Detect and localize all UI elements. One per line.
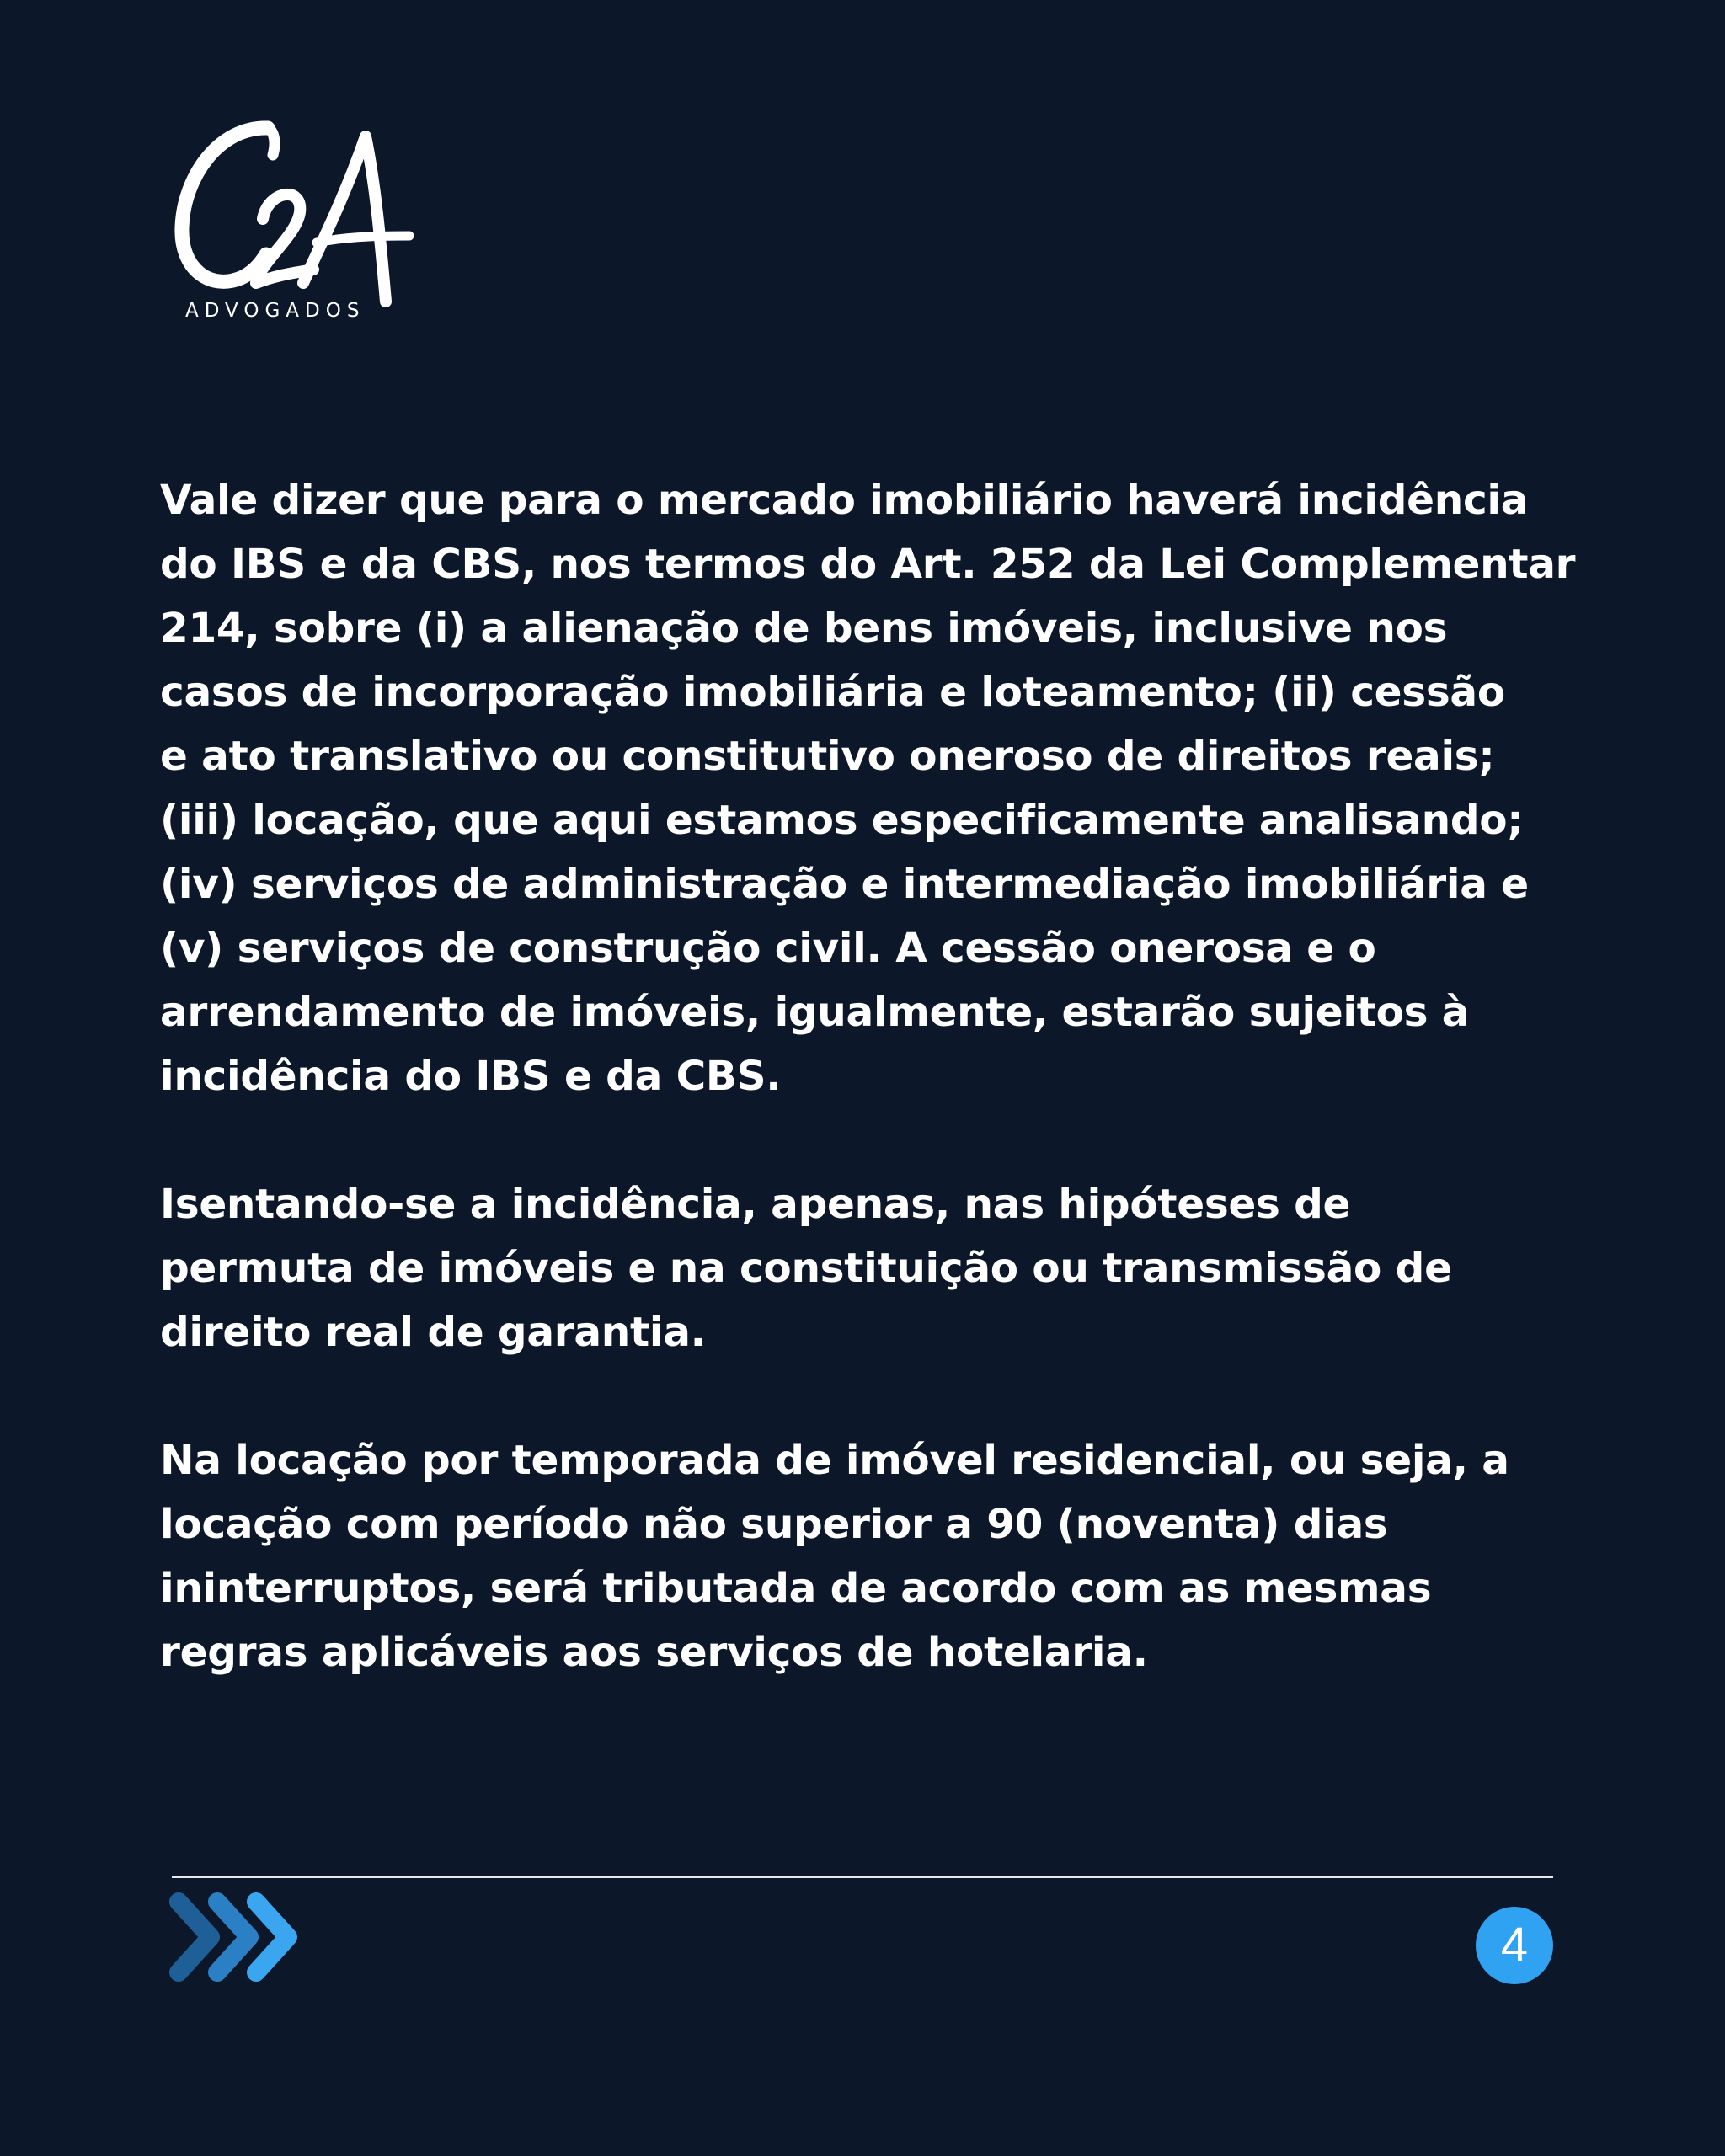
page-number-badge: 4 bbox=[1476, 1907, 1553, 1984]
paragraph-line: permuta de imóveis e na constituição ou transmissão de bbox=[160, 1245, 1452, 1292]
paragraph-line: incidência do IBS e da CBS. bbox=[160, 1053, 782, 1100]
paragraph-line: Vale dizer que para o mercado imobiliário haverá incidência bbox=[160, 477, 1529, 524]
paragraph-line: do IBS e da CBS, nos termos do Art. 252 da Lei Complementar bbox=[160, 541, 1576, 588]
triple-chevron-right-icon bbox=[168, 1886, 312, 1988]
next-page-button[interactable] bbox=[168, 1886, 312, 1988]
paragraph-line: e ato translativo ou constitutivo oneroso de direitos reais; bbox=[160, 733, 1495, 780]
logo-subtitle: ADVOGADOS bbox=[185, 300, 366, 322]
c2a-logo bbox=[168, 118, 421, 328]
article-body bbox=[160, 468, 1576, 1748]
paragraph-1 bbox=[160, 468, 1576, 1108]
paragraph-line: Isentando-se a incidência, apenas, nas hipóteses de bbox=[160, 1181, 1351, 1228]
paragraph-line: locação com período não superior a 90 (noventa) dias bbox=[160, 1501, 1388, 1548]
c2a-logo-mark bbox=[168, 118, 421, 328]
paragraph-line: ininterruptos, será tributada de acordo com as mesmas bbox=[160, 1565, 1432, 1612]
paragraph-line: Na locação por temporada de imóvel residencial, ou seja, a bbox=[160, 1437, 1509, 1484]
paragraph-line: (v) serviços de construção civil. A cessão onerosa e o bbox=[160, 925, 1376, 972]
paragraph-line: casos de incorporação imobiliária e loteamento; (ii) cessão bbox=[160, 669, 1505, 716]
paragraph-line: direito real de garantia. bbox=[160, 1309, 706, 1356]
paragraph-3 bbox=[160, 1428, 1558, 1684]
paragraph-line: (iv) serviços de administração e intermediação imobiliária e bbox=[160, 861, 1529, 908]
paragraph-line: arrendamento de imóveis, igualmente, estarão sujeitos à bbox=[160, 989, 1470, 1036]
paragraph-line: regras aplicáveis aos serviços de hotelaria. bbox=[160, 1629, 1148, 1676]
paragraph-2 bbox=[160, 1172, 1558, 1364]
footer-divider bbox=[172, 1876, 1553, 1878]
paragraph-line: 214, sobre (i) a alienação de bens imóveis, inclusive nos bbox=[160, 605, 1448, 652]
paragraph-line: (iii) locação, que aqui estamos especificamente analisando; bbox=[160, 797, 1524, 844]
